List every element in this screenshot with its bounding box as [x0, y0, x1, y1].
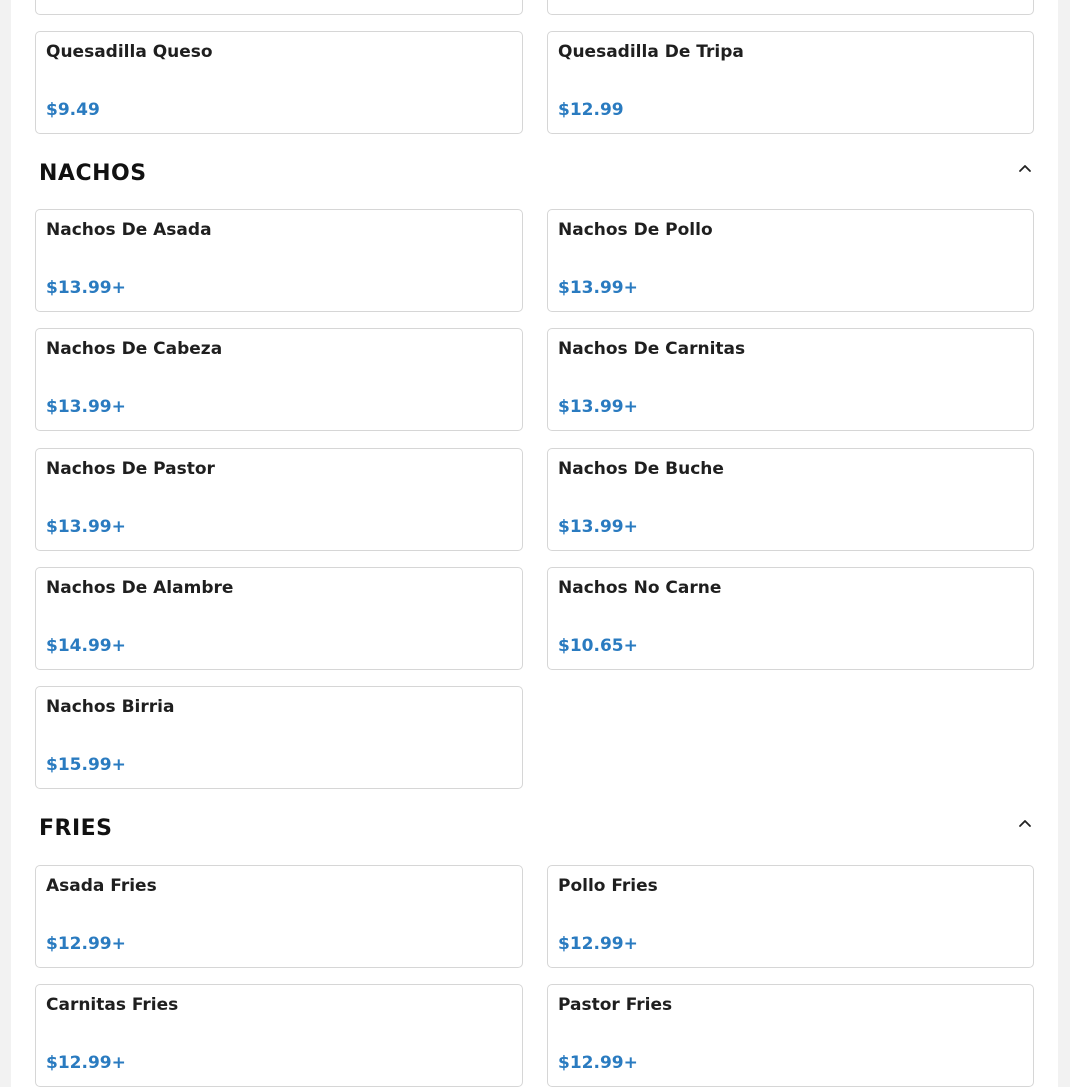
- menu-item-card[interactable]: [547, 448, 1034, 551]
- menu-item-card[interactable]: [547, 567, 1034, 670]
- item-price: $10.65+: [558, 636, 638, 656]
- item-name: Nachos Birria: [46, 697, 175, 717]
- menu-item-card[interactable]: [547, 865, 1034, 968]
- menu-item-card[interactable]: [35, 31, 523, 134]
- chevron-up-icon[interactable]: [1015, 158, 1035, 178]
- item-name: Nachos De Pastor: [46, 459, 215, 479]
- menu-item-card[interactable]: [35, 567, 523, 670]
- menu-item-card[interactable]: [35, 328, 523, 431]
- item-name: Pastor Fries: [558, 995, 673, 1015]
- item-price: $12.99+: [558, 934, 638, 954]
- item-price: $15.99+: [46, 755, 126, 775]
- menu-item-card[interactable]: [547, 0, 1034, 15]
- item-price: $13.99+: [46, 278, 126, 298]
- item-name: Nachos De Carnitas: [558, 339, 746, 359]
- item-price: $13.99+: [46, 517, 126, 537]
- item-name: Asada Fries: [46, 876, 157, 896]
- item-name: Quesadilla De Tripa: [558, 42, 744, 62]
- menu-item-card[interactable]: [35, 865, 523, 968]
- menu-item-card[interactable]: [547, 984, 1034, 1087]
- item-price: $12.99+: [46, 934, 126, 954]
- menu-item-card[interactable]: [547, 31, 1034, 134]
- menu-page: [11, 0, 1058, 1087]
- menu-item-card[interactable]: [547, 209, 1034, 312]
- item-price: $13.99+: [46, 397, 126, 417]
- item-price: $13.99+: [558, 517, 638, 537]
- item-name: Pollo Fries: [558, 876, 658, 896]
- menu-item-card[interactable]: [35, 448, 523, 551]
- item-price: $13.99+: [558, 397, 638, 417]
- item-price: $12.99: [558, 100, 624, 120]
- item-name: Nachos De Pollo: [558, 220, 713, 240]
- menu-item-card[interactable]: [35, 209, 523, 312]
- item-name: Nachos De Alambre: [46, 578, 234, 598]
- menu-item-card[interactable]: [35, 984, 523, 1087]
- item-price: $13.99+: [558, 278, 638, 298]
- item-name: Nachos No Carne: [558, 578, 722, 598]
- item-price: $12.99+: [46, 1053, 126, 1073]
- item-price: $14.99+: [46, 636, 126, 656]
- section-title-fries: FRIES: [39, 816, 113, 841]
- item-name: Nachos De Cabeza: [46, 339, 223, 359]
- section-title-nachos: NACHOS: [39, 161, 147, 186]
- item-name: Nachos De Asada: [46, 220, 212, 240]
- item-name: Carnitas Fries: [46, 995, 179, 1015]
- chevron-up-icon[interactable]: [1015, 813, 1035, 833]
- item-price: $9.49: [46, 100, 100, 120]
- menu-item-card[interactable]: [35, 0, 523, 15]
- menu-item-card[interactable]: [547, 328, 1034, 431]
- item-price: $12.99+: [558, 1053, 638, 1073]
- menu-item-card[interactable]: [35, 686, 523, 789]
- item-name: Nachos De Buche: [558, 459, 724, 479]
- item-name: Quesadilla Queso: [46, 42, 213, 62]
